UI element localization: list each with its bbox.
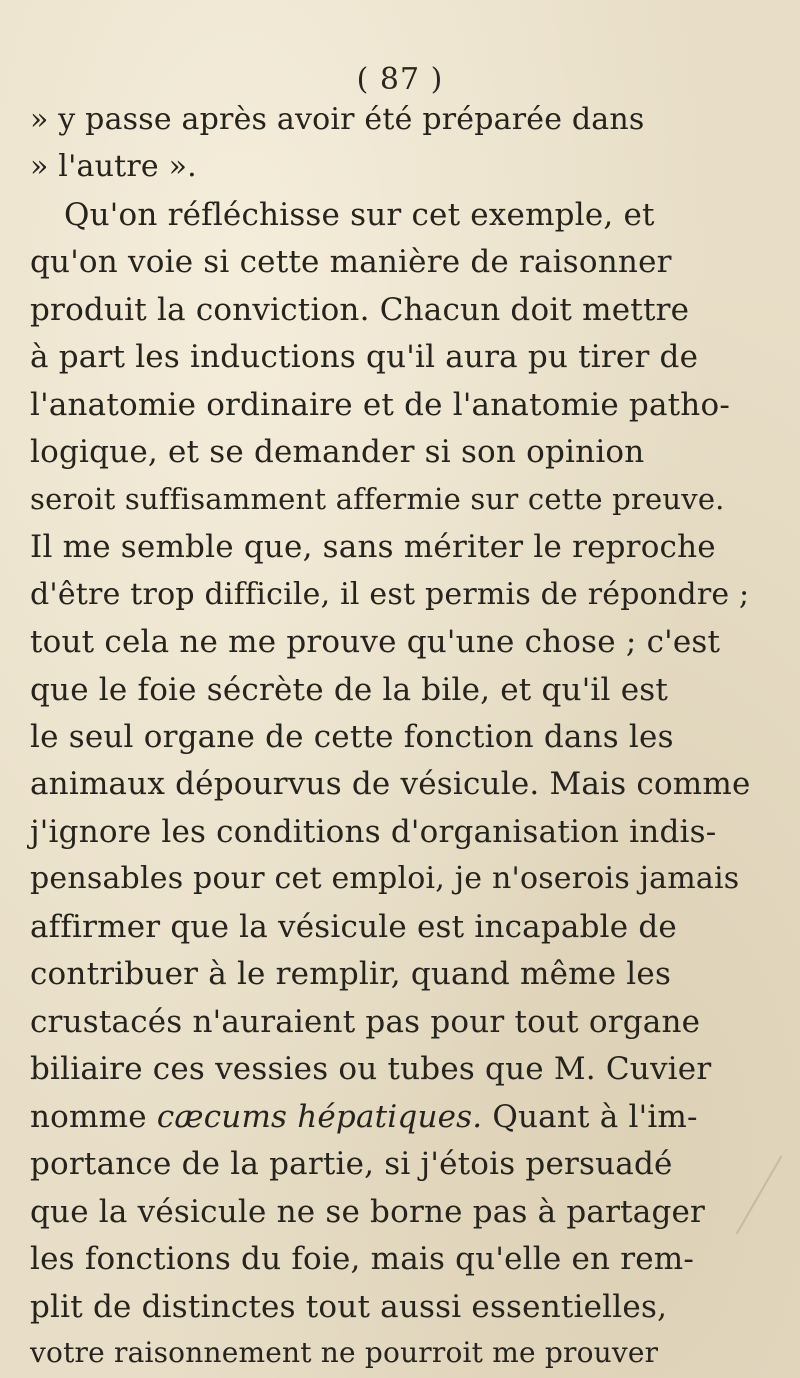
text-line-1: » y passe après avoir été préparée dans xyxy=(30,102,645,137)
text-line-10: Il me semble que, sans mériter le reproche xyxy=(30,529,716,565)
text-line-24: que la vésicule ne se borne pas à partager xyxy=(30,1194,706,1230)
text-line-11: d'être trop difficile, il est permis de répondre ; xyxy=(30,577,750,612)
text-line-16: j'ignore les conditions d'organisation indis- xyxy=(30,814,717,850)
text-line-23: portance de la partie, si j'étois persuadé xyxy=(30,1146,673,1182)
text-nomme: nomme xyxy=(30,1099,147,1135)
text-caecums-italic: cæcums hépatiques. xyxy=(156,1099,483,1135)
page-crease xyxy=(736,1156,783,1235)
text-line-9: seroit suffisamment affermie sur cette preuve. xyxy=(30,482,725,516)
text-line-22 xyxy=(30,1099,698,1135)
text-line-2: » l'autre ». xyxy=(30,149,197,184)
text-line-18: affirmer que la vésicule est incapable de xyxy=(30,909,677,945)
text-line-12: tout cela ne me prouve qu'une chose ; c'est xyxy=(30,624,721,660)
text-line-3: Qu'on réfléchisse sur cet exemple, et xyxy=(64,197,655,233)
text-line-25: les fonctions du foie, mais qu'elle en rem- xyxy=(30,1241,695,1277)
text-line-7: l'anatomie ordinaire et de l'anatomie patho- xyxy=(30,387,731,423)
text-line-21: biliaire ces vessies ou tubes que M. Cuvier xyxy=(30,1051,712,1087)
text-line-27: votre raisonnement ne pourroit me prouver xyxy=(30,1336,659,1369)
text-quant: Quant à l'im- xyxy=(492,1099,698,1135)
page-number: ( 87 ) xyxy=(356,62,444,97)
text-line-20: crustacés n'auraient pas pour tout organe xyxy=(30,1004,701,1040)
text-line-4: qu'on voie si cette manière de raisonner xyxy=(30,244,672,280)
text-line-26: plit de distinctes tout aussi essentielles, xyxy=(30,1289,668,1325)
text-line-6: à part les inductions qu'il aura pu tirer de xyxy=(30,339,699,375)
text-line-14: le seul organe de cette fonction dans les xyxy=(30,719,674,755)
text-line-19: contribuer à le remplir, quand même les xyxy=(30,956,672,992)
text-line-15: animaux dépourvus de vésicule. Mais comme xyxy=(30,766,751,802)
text-line-8: logique, et se demander si son opinion xyxy=(30,434,645,470)
text-line-5: produit la conviction. Chacun doit mettre xyxy=(30,292,690,328)
text-line-17: pensables pour cet emploi, je n'oserois jamais xyxy=(30,861,740,896)
text-line-13: que le foie sécrète de la bile, et qu'il est xyxy=(30,672,669,708)
